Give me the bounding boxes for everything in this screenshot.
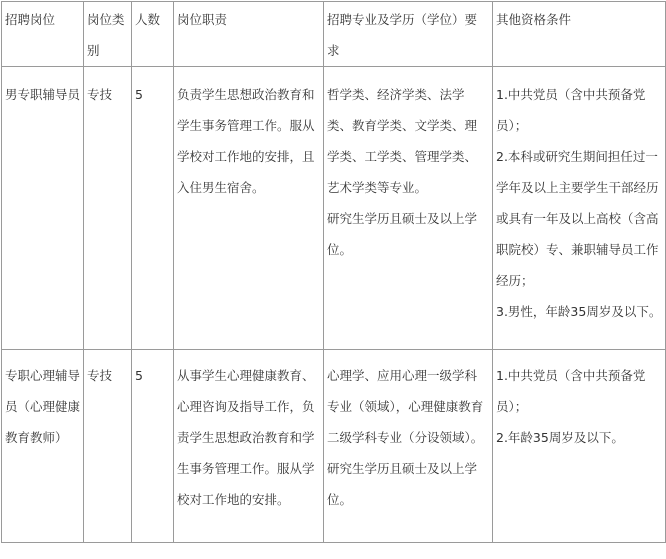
cell-major	[324, 350, 493, 543]
post-type: 专技	[87, 87, 113, 102]
condition-item: 1.中共党员（含中共预备党员）；	[496, 87, 646, 133]
major-requirement: 哲学类、经济学类、法学类、教育学类、文学类、理学类、工学类、管理学类、艺术学类等专业。	[327, 87, 478, 195]
header-other: 其他资格条件	[493, 2, 666, 67]
cell-count	[132, 67, 174, 350]
post-name: 专职心理辅导员（心理健康教育教师）	[5, 368, 81, 445]
cell-post	[2, 350, 84, 543]
cell-conditions	[493, 67, 666, 350]
post-type: 专技	[87, 368, 113, 383]
cell-major	[324, 67, 493, 350]
duty-text: 从事学生心理健康教育、心理咨询及指导工作，负责学生思想政治教育和学生事务管理工作。服从学校对工作地的安排。	[177, 368, 315, 507]
condition-item: 2.本科或研究生期间担任过一学年及以上主要学生干部经历或具有一年及以上高校（含高职院校）专、兼职辅导员工作经历；	[496, 149, 659, 288]
degree-requirement: 研究生学历且硕士及以上学位。	[327, 211, 478, 257]
cell-duty	[174, 350, 324, 543]
condition-item: 1.中共党员（含中共预备党员）；	[496, 368, 646, 414]
recruitment-table	[1, 1, 666, 543]
major-requirement: 心理学、应用心理一级学科专业（领域），心理健康教育二级学科专业（分设领域）。	[327, 368, 484, 445]
cell-post	[2, 67, 84, 350]
header-post: 招聘岗位	[2, 2, 84, 67]
duty-text: 负责学生思想政治教育和学生事务管理工作。服从学校对工作地的安排，且入住男生宿舍。	[177, 87, 315, 195]
header-count: 人数	[132, 2, 174, 67]
cell-duty	[174, 67, 324, 350]
head-count: 5	[135, 87, 143, 102]
head-count: 5	[135, 368, 143, 383]
condition-item: 3.男性，年龄35周岁及以下。	[496, 304, 662, 319]
cell-count	[132, 350, 174, 543]
condition-item: 2.年龄35周岁及以下。	[496, 430, 624, 445]
table-header-row	[2, 2, 666, 67]
header-major: 招聘专业及学历（学位）要求	[324, 2, 493, 67]
cell-conditions	[493, 350, 666, 543]
table-row	[2, 67, 666, 350]
cell-type	[84, 67, 132, 350]
degree-requirement: 研究生学历且硕士及以上学位。	[327, 461, 478, 507]
header-duty: 岗位职责	[174, 2, 324, 67]
post-name: 男专职辅导员	[5, 87, 81, 102]
header-type: 岗位类别	[84, 2, 132, 67]
cell-type	[84, 350, 132, 543]
table-row	[2, 350, 666, 543]
